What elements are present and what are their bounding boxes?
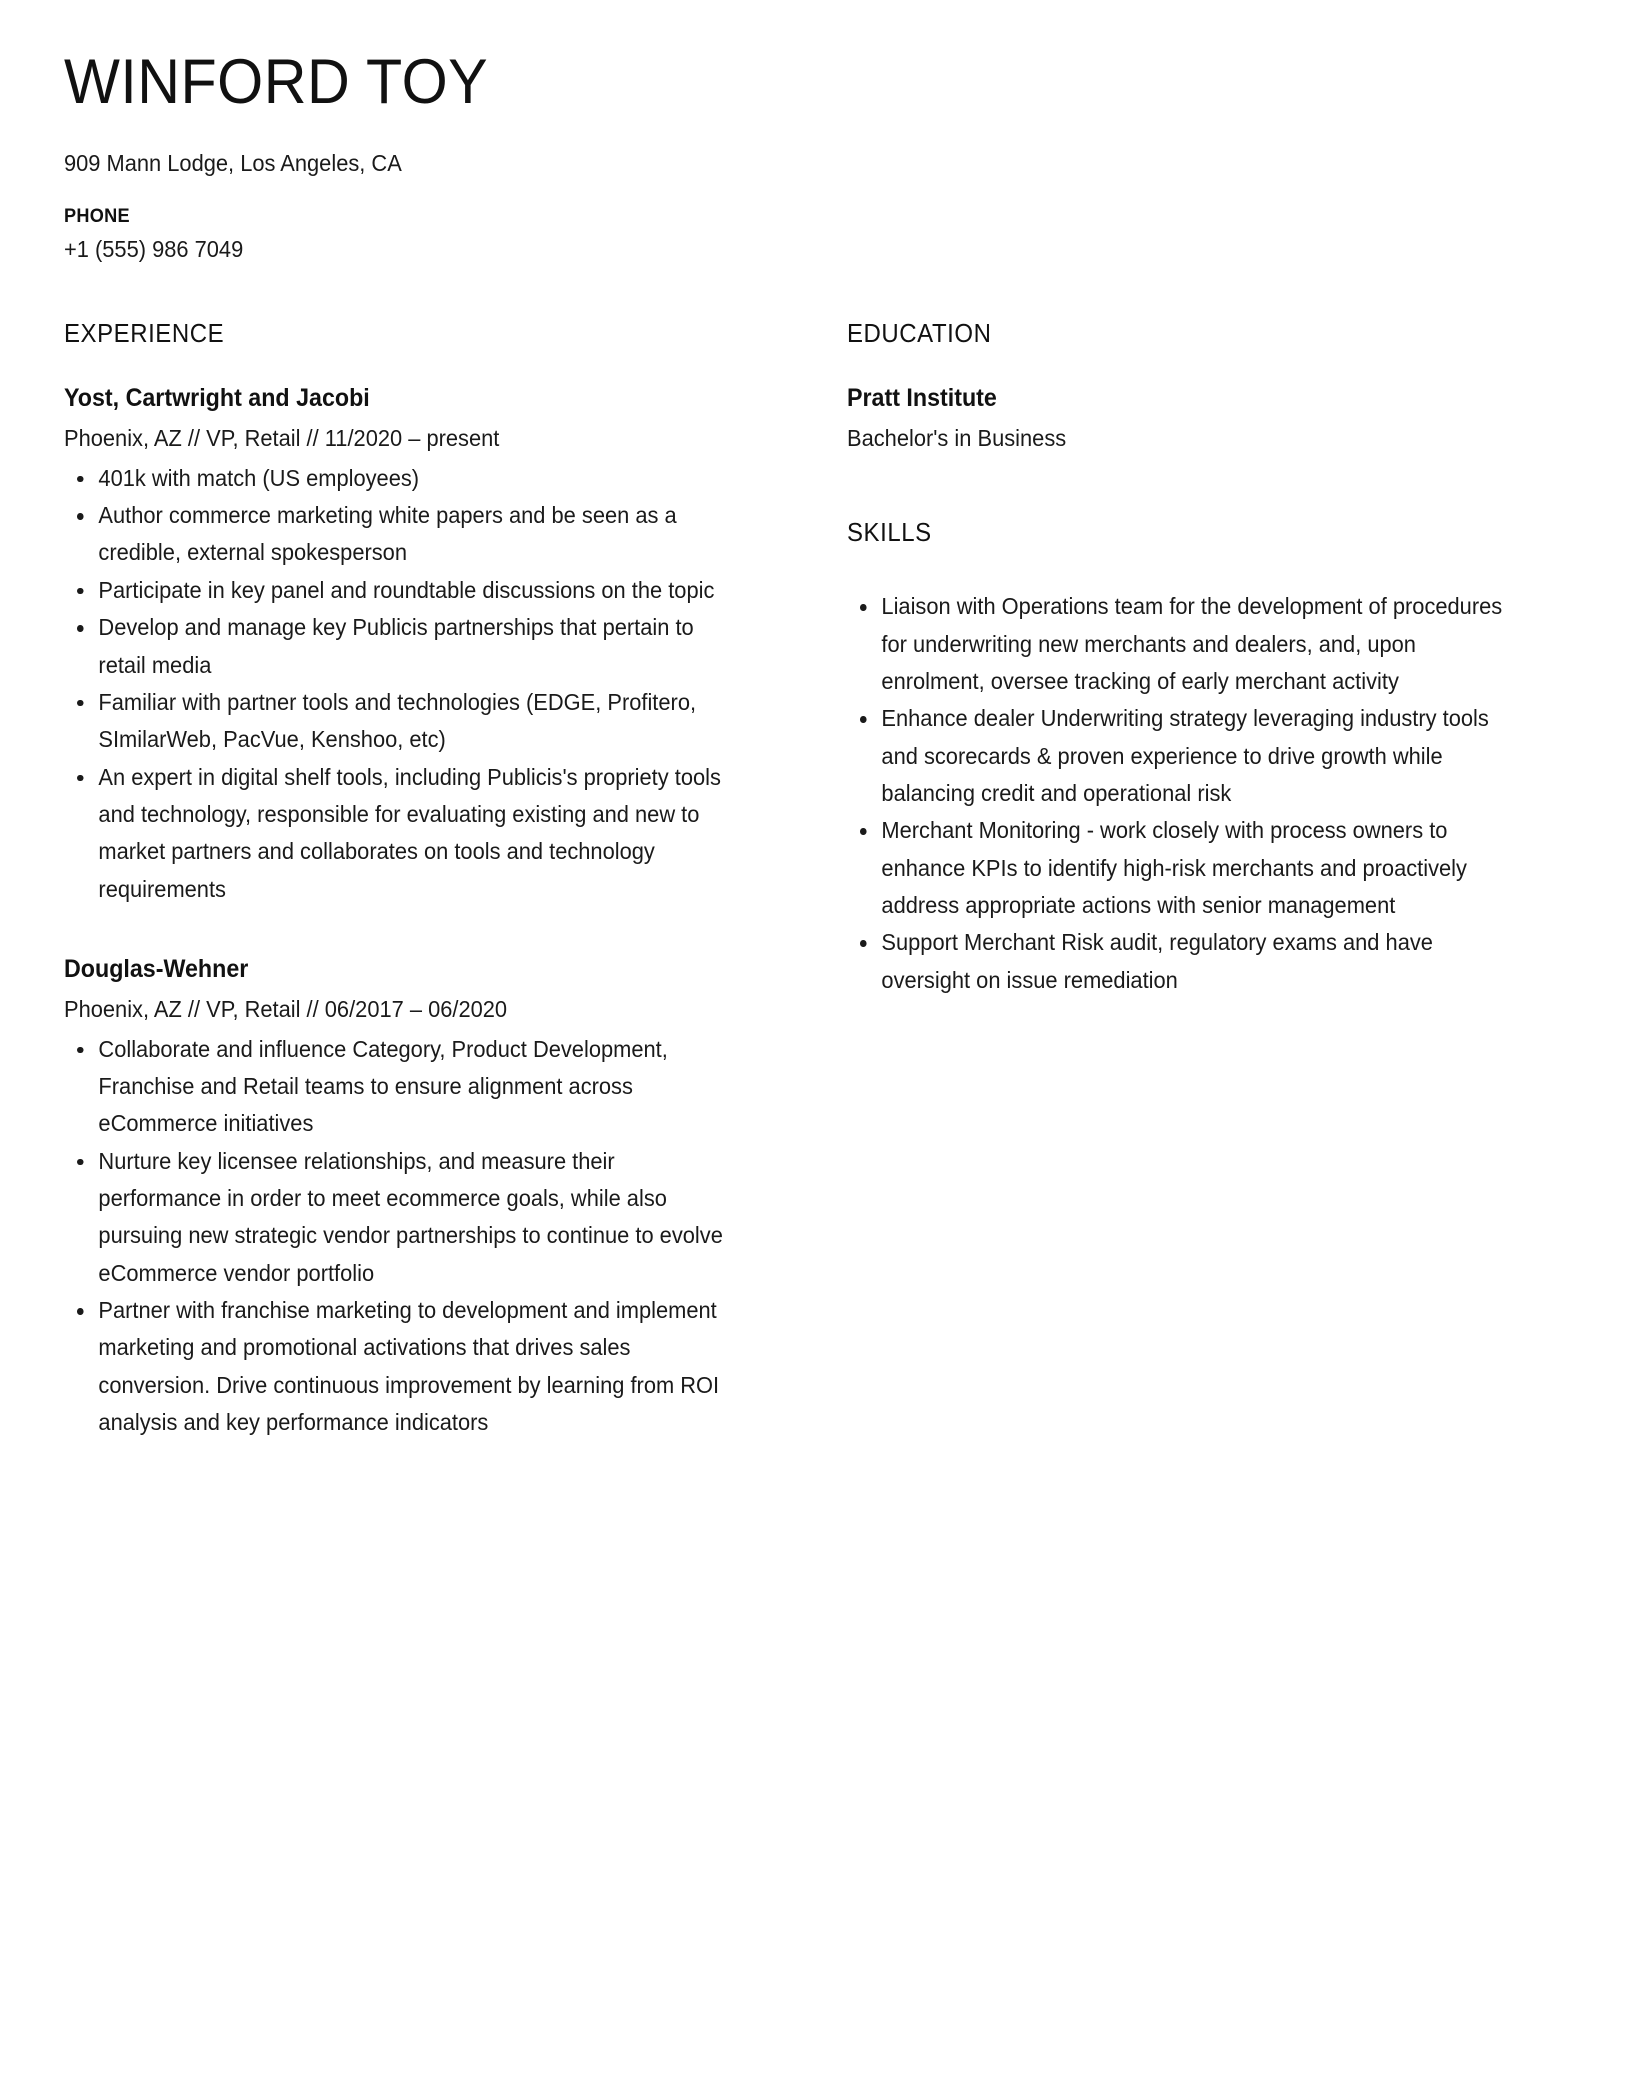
experience-organization: Douglas-Wehner <box>64 955 249 984</box>
experience-entry <box>64 954 779 1442</box>
candidate-name: WINFORD TOY <box>64 47 489 117</box>
resume-header <box>64 48 1576 264</box>
education-school: Pratt Institute <box>847 384 997 413</box>
resume-columns <box>64 320 1576 1441</box>
experience-section-title: EXPERIENCE <box>64 320 225 349</box>
experience-entry <box>64 383 779 908</box>
experience-meta: Phoenix, AZ // VP, Retail // 06/2017 – 06/2020 <box>64 995 508 1022</box>
skills-bullet: Support Merchant Risk audit, regulatory exams and have oversight on issue remediation <box>847 924 1512 999</box>
education-entry <box>847 383 1562 453</box>
experience-bullet: Nurture key licensee relationships, and measure their performance in order to meet ecommerce goals, while also pursuing new strategic vendor partnerships to continue to evolve eCommerce vendor portfolio <box>64 1143 729 1292</box>
experience-meta: Phoenix, AZ // VP, Retail // 11/2020 – present <box>64 424 500 451</box>
education-degree: Bachelor's in Business <box>847 424 1067 451</box>
experience-bullet: Familiar with partner tools and technologies (EDGE, Profitero, SImilarWeb, PacVue, Kenshoo, etc) <box>64 684 729 759</box>
skills-bullet: Enhance dealer Underwriting strategy leveraging industry tools and scorecards & proven experience to drive growth while balancing credit and operational risk <box>847 700 1512 812</box>
education-section-title: EDUCATION <box>847 320 992 349</box>
candidate-address: 909 Mann Lodge, Los Angeles, CA <box>64 150 402 177</box>
skills-bullet-list <box>847 588 1562 999</box>
right-column <box>847 320 1562 999</box>
skills-section-title: SKILLS <box>847 519 932 548</box>
experience-bullet: Author commerce marketing white papers and be seen as a credible, external spokesperson <box>64 497 729 572</box>
skills-bullet: Merchant Monitoring - work closely with process owners to enhance KPIs to identify high-risk merchants and proactively address appropriate actions with senior management <box>847 812 1512 924</box>
experience-bullet: Develop and manage key Publicis partnerships that pertain to retail media <box>64 609 729 684</box>
phone-label: PHONE <box>64 204 130 227</box>
experience-organization: Yost, Cartwright and Jacobi <box>64 384 370 413</box>
experience-bullet: Partner with franchise marketing to development and implement marketing and promotional activations that drives sales conversion. Drive continuous improvement by learning from ROI analysis and key performance indicators <box>64 1292 729 1441</box>
experience-bullet: Participate in key panel and roundtable discussions on the topic <box>64 572 729 609</box>
experience-bullet: 401k with match (US employees) <box>64 460 729 497</box>
phone-value: +1 (555) 986 7049 <box>64 235 244 262</box>
experience-bullet: Collaborate and influence Category, Product Development, Franchise and Retail teams to ensure alignment across eCommerce initiatives <box>64 1031 729 1143</box>
experience-bullet-list <box>64 460 779 908</box>
experience-bullet-list <box>64 1031 779 1442</box>
skills-bullet: Liaison with Operations team for the development of procedures for underwriting new merchants and dealers, and, upon enrolment, oversee tracking of early merchant activity <box>847 588 1512 700</box>
left-column <box>64 320 779 1441</box>
experience-bullet: An expert in digital shelf tools, including Publicis's propriety tools and technology, responsible for evaluating existing and new to market partners and collaborates on tools and technology requirements <box>64 759 729 908</box>
